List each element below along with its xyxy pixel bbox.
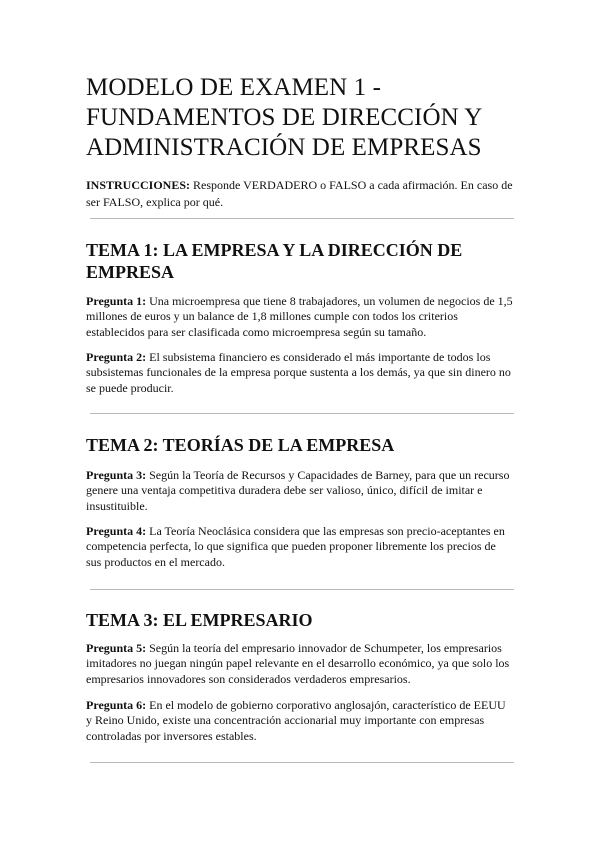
- question-5: [86, 641, 514, 687]
- question-label: Pregunta 4:: [86, 524, 147, 538]
- question-label: Pregunta 2:: [86, 350, 147, 364]
- section-heading-tema-2: TEMA 2: TEORÍAS DE LA EMPRESA: [86, 435, 395, 455]
- question-3: [86, 468, 514, 514]
- question-label: Pregunta 3:: [86, 468, 147, 482]
- question-label: Pregunta 5:: [86, 641, 147, 655]
- question-text: Según la teoría del empresario innovador de Schumpeter, los empresarios imitadores no juegan ningún papel relevante en el desarrollo económico, ya que solo los empresarios innovadores son considerados verdaderos empresarios.: [86, 641, 510, 686]
- question-label: Pregunta 6:: [86, 698, 147, 712]
- separator: [86, 413, 514, 414]
- question-text: Una microempresa que tiene 8 trabajadores, un volumen de negocios de 1,5 millones de euros y un balance de 1,8 millones cumple con todos los criterios establecidos para ser clasificada como microempresa según su tamaño.: [86, 294, 513, 339]
- question-1: [86, 294, 514, 340]
- separator: [86, 762, 514, 763]
- instructions: [86, 177, 514, 211]
- separator: [86, 218, 514, 219]
- question-4: [86, 524, 514, 570]
- instructions-label: INSTRUCCIONES:: [86, 178, 191, 192]
- question-6: [86, 698, 514, 744]
- section-heading-tema-1: TEMA 1: LA EMPRESA Y LA DIRECCIÓN DE EMPRESA: [86, 240, 463, 282]
- question-text: En el modelo de gobierno corporativo anglosajón, característico de EEUU y Reino Unido, existe una concentración accionarial muy importante con empresas controladas por inversores estables.: [86, 698, 506, 743]
- page-title: MODELO DE EXAMEN 1 - FUNDAMENTOS DE DIRECCIÓN Y ADMINISTRACIÓN DE EMPRESAS: [86, 74, 482, 161]
- separator: [86, 589, 514, 590]
- instructions-text: Responde VERDADERO o FALSO a cada afirmación. En caso de ser FALSO, explica por qué.: [86, 178, 513, 209]
- question-label: Pregunta 1:: [86, 294, 147, 308]
- question-text: El subsistema financiero es considerado el más importante de todos los subsistemas funcionales de la empresa porque sustenta a los demás, ya que sin dinero no se puede producir.: [86, 350, 511, 395]
- section-heading-tema-3: TEMA 3: EL EMPRESARIO: [86, 610, 313, 630]
- question-text: Según la Teoría de Recursos y Capacidades de Barney, para que un recurso genere una ventaja competitiva duradera debe ser valioso, único, difícil de imitar e insustituible.: [86, 468, 510, 513]
- question-2: [86, 350, 514, 396]
- question-text: La Teoría Neoclásica considera que las empresas son precio-aceptantes en competencia perfecta, lo que significa que pueden proponer libremente los precios de sus productos en el mercado.: [86, 524, 505, 569]
